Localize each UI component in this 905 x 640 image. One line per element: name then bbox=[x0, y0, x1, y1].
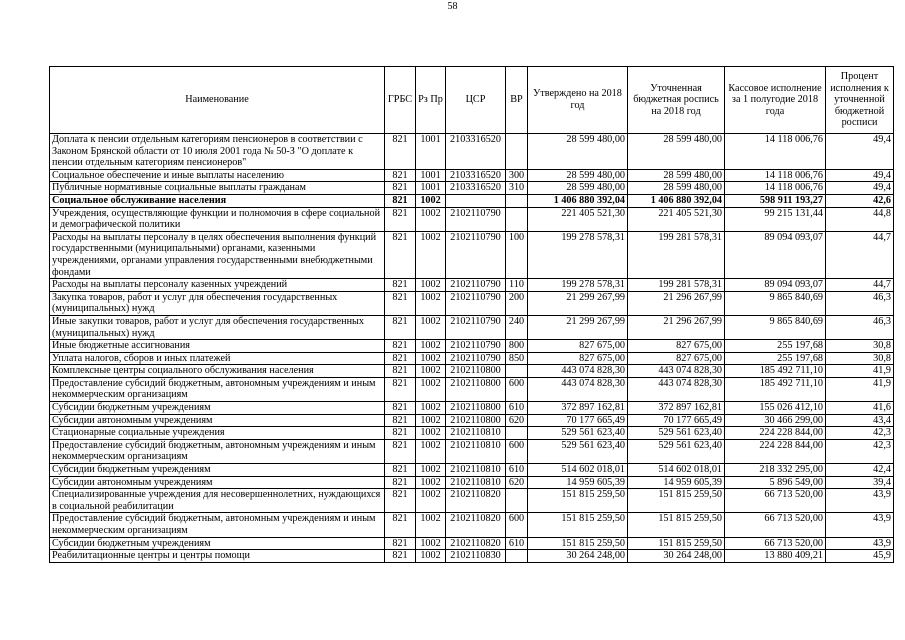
cell-csr: 2102110820 bbox=[446, 537, 506, 550]
cell-revised: 529 561 623,40 bbox=[628, 427, 725, 440]
cell-percent: 41,6 bbox=[826, 402, 894, 415]
cell-vr: 310 bbox=[506, 182, 528, 195]
cell-grbs: 821 bbox=[385, 207, 416, 231]
cell-vr: 610 bbox=[506, 402, 528, 415]
cell-rzpr: 1002 bbox=[416, 231, 446, 278]
cell-vr: 300 bbox=[506, 169, 528, 182]
header-cash: Кассовое исполнение за 1 полугодие 2018 года bbox=[725, 67, 826, 134]
table-row bbox=[50, 464, 894, 477]
cell-vr: 110 bbox=[506, 279, 528, 292]
cell-revised: 151 815 259,50 bbox=[628, 489, 725, 513]
cell-csr: 2102110810 bbox=[446, 427, 506, 440]
cell-grbs: 821 bbox=[385, 182, 416, 195]
cell-csr: 2102110790 bbox=[446, 315, 506, 339]
cell-grbs: 821 bbox=[385, 231, 416, 278]
table-header-row bbox=[50, 67, 894, 134]
cell-percent: 42,6 bbox=[826, 194, 894, 207]
cell-name: Расходы на выплаты персоналу казенных учреждений bbox=[50, 279, 385, 292]
cell-approved: 70 177 665,49 bbox=[528, 414, 628, 427]
table-row bbox=[50, 134, 894, 170]
cell-name: Реабилитационные центры и центры помощи bbox=[50, 550, 385, 563]
cell-percent: 43,9 bbox=[826, 489, 894, 513]
cell-approved: 529 561 623,40 bbox=[528, 439, 628, 463]
cell-cash: 255 197,68 bbox=[725, 340, 826, 353]
cell-grbs: 821 bbox=[385, 464, 416, 477]
cell-rzpr: 1002 bbox=[416, 414, 446, 427]
cell-csr bbox=[446, 194, 506, 207]
cell-grbs: 821 bbox=[385, 134, 416, 170]
cell-approved: 443 074 828,30 bbox=[528, 377, 628, 401]
cell-cash: 598 911 193,27 bbox=[725, 194, 826, 207]
cell-rzpr: 1002 bbox=[416, 537, 446, 550]
cell-csr: 2102110790 bbox=[446, 207, 506, 231]
cell-cash: 218 332 295,00 bbox=[725, 464, 826, 477]
cell-name: Публичные нормативные социальные выплаты гражданам bbox=[50, 182, 385, 195]
cell-percent: 49,4 bbox=[826, 182, 894, 195]
table-row bbox=[50, 427, 894, 440]
cell-approved: 14 959 605,39 bbox=[528, 476, 628, 489]
cell-revised: 199 281 578,31 bbox=[628, 231, 725, 278]
cell-rzpr: 1002 bbox=[416, 464, 446, 477]
cell-name: Субсидии бюджетным учреждениям bbox=[50, 537, 385, 550]
cell-rzpr: 1001 bbox=[416, 134, 446, 170]
cell-grbs: 821 bbox=[385, 476, 416, 489]
cell-cash: 14 118 006,76 bbox=[725, 169, 826, 182]
cell-vr: 600 bbox=[506, 377, 528, 401]
header-csr: ЦСР bbox=[446, 67, 506, 134]
cell-grbs: 821 bbox=[385, 377, 416, 401]
cell-grbs: 821 bbox=[385, 194, 416, 207]
cell-name: Учреждения, осуществляющие функции и полномочия в сфере социальной и демографической политики bbox=[50, 207, 385, 231]
cell-rzpr: 1002 bbox=[416, 476, 446, 489]
cell-vr: 620 bbox=[506, 476, 528, 489]
cell-cash: 185 492 711,10 bbox=[725, 365, 826, 378]
cell-vr: 800 bbox=[506, 340, 528, 353]
cell-percent: 46,3 bbox=[826, 315, 894, 339]
cell-revised: 28 599 480,00 bbox=[628, 169, 725, 182]
cell-grbs: 821 bbox=[385, 537, 416, 550]
cell-revised: 827 675,00 bbox=[628, 352, 725, 365]
cell-grbs: 821 bbox=[385, 169, 416, 182]
cell-approved: 21 299 267,99 bbox=[528, 315, 628, 339]
cell-cash: 185 492 711,10 bbox=[725, 377, 826, 401]
cell-revised: 30 264 248,00 bbox=[628, 550, 725, 563]
cell-revised: 151 815 259,50 bbox=[628, 537, 725, 550]
cell-approved: 827 675,00 bbox=[528, 352, 628, 365]
cell-percent: 41,9 bbox=[826, 365, 894, 378]
cell-vr bbox=[506, 427, 528, 440]
cell-name: Иные закупки товаров, работ и услуг для обеспечения государственных (муниципальных) нужд bbox=[50, 315, 385, 339]
cell-rzpr: 1002 bbox=[416, 365, 446, 378]
cell-vr bbox=[506, 194, 528, 207]
cell-revised: 151 815 259,50 bbox=[628, 513, 725, 537]
table-row bbox=[50, 550, 894, 563]
cell-cash: 9 865 840,69 bbox=[725, 291, 826, 315]
cell-percent: 44,7 bbox=[826, 279, 894, 292]
cell-cash: 9 865 840,69 bbox=[725, 315, 826, 339]
cell-cash: 5 896 549,00 bbox=[725, 476, 826, 489]
cell-csr: 2102110820 bbox=[446, 513, 506, 537]
cell-csr: 2102110800 bbox=[446, 402, 506, 415]
cell-rzpr: 1002 bbox=[416, 291, 446, 315]
table-body bbox=[50, 134, 894, 563]
cell-name: Социальное обслуживание населения bbox=[50, 194, 385, 207]
table-row bbox=[50, 352, 894, 365]
cell-name: Предоставление субсидий бюджетным, автономным учреждениям и иным некоммерческим организациям bbox=[50, 513, 385, 537]
cell-vr: 850 bbox=[506, 352, 528, 365]
cell-approved: 529 561 623,40 bbox=[528, 427, 628, 440]
cell-cash: 14 118 006,76 bbox=[725, 134, 826, 170]
cell-csr: 2102110800 bbox=[446, 365, 506, 378]
cell-grbs: 821 bbox=[385, 340, 416, 353]
table-row bbox=[50, 402, 894, 415]
cell-grbs: 821 bbox=[385, 427, 416, 440]
cell-vr: 600 bbox=[506, 513, 528, 537]
cell-csr: 2102110800 bbox=[446, 377, 506, 401]
cell-approved: 30 264 248,00 bbox=[528, 550, 628, 563]
cell-approved: 151 815 259,50 bbox=[528, 537, 628, 550]
cell-approved: 221 405 521,30 bbox=[528, 207, 628, 231]
cell-rzpr: 1002 bbox=[416, 489, 446, 513]
cell-grbs: 821 bbox=[385, 365, 416, 378]
table-row bbox=[50, 169, 894, 182]
cell-percent: 43,9 bbox=[826, 537, 894, 550]
table-row bbox=[50, 513, 894, 537]
cell-name: Предоставление субсидий бюджетным, автономным учреждениям и иным некоммерческим организациям bbox=[50, 439, 385, 463]
cell-approved: 827 675,00 bbox=[528, 340, 628, 353]
header-revised: Уточненная бюджетная роспись на 2018 год bbox=[628, 67, 725, 134]
cell-percent: 44,8 bbox=[826, 207, 894, 231]
cell-cash: 14 118 006,76 bbox=[725, 182, 826, 195]
cell-approved: 514 602 018,01 bbox=[528, 464, 628, 477]
cell-revised: 21 296 267,99 bbox=[628, 315, 725, 339]
cell-vr bbox=[506, 134, 528, 170]
cell-vr: 100 bbox=[506, 231, 528, 278]
cell-rzpr: 1002 bbox=[416, 279, 446, 292]
cell-cash: 224 228 844,00 bbox=[725, 427, 826, 440]
cell-grbs: 821 bbox=[385, 279, 416, 292]
cell-grbs: 821 bbox=[385, 489, 416, 513]
cell-percent: 44,7 bbox=[826, 231, 894, 278]
cell-name: Субсидии бюджетным учреждениям bbox=[50, 402, 385, 415]
cell-grbs: 821 bbox=[385, 315, 416, 339]
page-number: 58 bbox=[447, 1, 458, 12]
header-rzpr: Рз Пр bbox=[416, 67, 446, 134]
cell-csr: 2102110790 bbox=[446, 231, 506, 278]
table-row bbox=[50, 194, 894, 207]
cell-csr: 2102110790 bbox=[446, 352, 506, 365]
table-row bbox=[50, 182, 894, 195]
table-row bbox=[50, 315, 894, 339]
cell-revised: 221 405 521,30 bbox=[628, 207, 725, 231]
cell-percent: 43,4 bbox=[826, 414, 894, 427]
cell-vr: 610 bbox=[506, 537, 528, 550]
cell-revised: 372 897 162,81 bbox=[628, 402, 725, 415]
table-row bbox=[50, 231, 894, 278]
cell-revised: 514 602 018,01 bbox=[628, 464, 725, 477]
cell-cash: 224 228 844,00 bbox=[725, 439, 826, 463]
cell-grbs: 821 bbox=[385, 513, 416, 537]
cell-rzpr: 1002 bbox=[416, 352, 446, 365]
cell-grbs: 821 bbox=[385, 550, 416, 563]
cell-name: Субсидии бюджетным учреждениям bbox=[50, 464, 385, 477]
cell-cash: 13 880 409,21 bbox=[725, 550, 826, 563]
cell-cash: 255 197,68 bbox=[725, 352, 826, 365]
table-row bbox=[50, 377, 894, 401]
header-approved: Утверждено на 2018 год bbox=[528, 67, 628, 134]
cell-rzpr: 1002 bbox=[416, 377, 446, 401]
table-row bbox=[50, 340, 894, 353]
cell-revised: 70 177 665,49 bbox=[628, 414, 725, 427]
cell-vr bbox=[506, 489, 528, 513]
cell-revised: 14 959 605,39 bbox=[628, 476, 725, 489]
cell-vr bbox=[506, 365, 528, 378]
header-vr: ВР bbox=[506, 67, 528, 134]
cell-revised: 199 281 578,31 bbox=[628, 279, 725, 292]
cell-grbs: 821 bbox=[385, 414, 416, 427]
cell-revised: 1 406 880 392,04 bbox=[628, 194, 725, 207]
cell-approved: 151 815 259,50 bbox=[528, 489, 628, 513]
cell-grbs: 821 bbox=[385, 439, 416, 463]
cell-rzpr: 1001 bbox=[416, 169, 446, 182]
cell-csr: 2102110790 bbox=[446, 279, 506, 292]
cell-percent: 42,3 bbox=[826, 439, 894, 463]
cell-name: Предоставление субсидий бюджетным, автономным учреждениям и иным некоммерческим организациям bbox=[50, 377, 385, 401]
cell-name: Субсидии автономным учреждениям bbox=[50, 476, 385, 489]
cell-csr: 2103316520 bbox=[446, 182, 506, 195]
cell-cash: 89 094 093,07 bbox=[725, 279, 826, 292]
cell-rzpr: 1002 bbox=[416, 402, 446, 415]
cell-approved: 151 815 259,50 bbox=[528, 513, 628, 537]
table-row bbox=[50, 291, 894, 315]
header-name: Наименование bbox=[50, 67, 385, 134]
cell-name: Закупка товаров, работ и услуг для обеспечения государственных (муниципальных) нужд bbox=[50, 291, 385, 315]
cell-revised: 28 599 480,00 bbox=[628, 134, 725, 170]
table-row bbox=[50, 414, 894, 427]
cell-name: Доплата к пенсии отдельным категориям пенсионеров в соответствии с Законом Брянской области от 10 июля 2001 года № 50-З "О доплате к пенсии отдельным категориям пенсионеров" bbox=[50, 134, 385, 170]
cell-name: Иные бюджетные ассигнования bbox=[50, 340, 385, 353]
cell-revised: 529 561 623,40 bbox=[628, 439, 725, 463]
cell-approved: 372 897 162,81 bbox=[528, 402, 628, 415]
table-row bbox=[50, 207, 894, 231]
header-grbs: ГРБС bbox=[385, 67, 416, 134]
cell-cash: 89 094 093,07 bbox=[725, 231, 826, 278]
cell-csr: 2103316520 bbox=[446, 134, 506, 170]
cell-percent: 42,4 bbox=[826, 464, 894, 477]
cell-grbs: 821 bbox=[385, 291, 416, 315]
cell-percent: 42,3 bbox=[826, 427, 894, 440]
cell-rzpr: 1002 bbox=[416, 550, 446, 563]
cell-name: Субсидии автономным учреждениям bbox=[50, 414, 385, 427]
table-row bbox=[50, 279, 894, 292]
cell-percent: 46,3 bbox=[826, 291, 894, 315]
cell-name: Комплексные центры социального обслуживания населения bbox=[50, 365, 385, 378]
table-row bbox=[50, 365, 894, 378]
cell-approved: 28 599 480,00 bbox=[528, 182, 628, 195]
cell-grbs: 821 bbox=[385, 352, 416, 365]
cell-vr: 610 bbox=[506, 464, 528, 477]
cell-rzpr: 1002 bbox=[416, 194, 446, 207]
cell-revised: 443 074 828,30 bbox=[628, 377, 725, 401]
cell-cash: 66 713 520,00 bbox=[725, 513, 826, 537]
cell-rzpr: 1002 bbox=[416, 427, 446, 440]
cell-vr: 620 bbox=[506, 414, 528, 427]
cell-csr: 2102110830 bbox=[446, 550, 506, 563]
cell-csr: 2102110810 bbox=[446, 464, 506, 477]
cell-approved: 28 599 480,00 bbox=[528, 134, 628, 170]
cell-percent: 49,4 bbox=[826, 169, 894, 182]
table-row bbox=[50, 489, 894, 513]
cell-rzpr: 1002 bbox=[416, 207, 446, 231]
cell-percent: 30,8 bbox=[826, 340, 894, 353]
cell-name: Расходы на выплаты персоналу в целях обеспечения выполнения функций государственными (муниципальными) органами, казенными учреждениями, органами управления государственными внебюджетными фондами bbox=[50, 231, 385, 278]
cell-name: Уплата налогов, сборов и иных платежей bbox=[50, 352, 385, 365]
cell-cash: 66 713 520,00 bbox=[725, 537, 826, 550]
cell-percent: 30,8 bbox=[826, 352, 894, 365]
cell-cash: 66 713 520,00 bbox=[725, 489, 826, 513]
cell-cash: 155 026 412,10 bbox=[725, 402, 826, 415]
cell-name: Стационарные социальные учреждения bbox=[50, 427, 385, 440]
cell-percent: 41,9 bbox=[826, 377, 894, 401]
cell-vr: 240 bbox=[506, 315, 528, 339]
cell-grbs: 821 bbox=[385, 402, 416, 415]
cell-approved: 443 074 828,30 bbox=[528, 365, 628, 378]
budget-table bbox=[49, 66, 894, 563]
cell-revised: 28 599 480,00 bbox=[628, 182, 725, 195]
cell-approved: 199 278 578,31 bbox=[528, 279, 628, 292]
table-row bbox=[50, 537, 894, 550]
cell-csr: 2102110790 bbox=[446, 291, 506, 315]
cell-percent: 49,4 bbox=[826, 134, 894, 170]
cell-revised: 827 675,00 bbox=[628, 340, 725, 353]
cell-approved: 21 299 267,99 bbox=[528, 291, 628, 315]
cell-csr: 2102110810 bbox=[446, 476, 506, 489]
cell-revised: 21 296 267,99 bbox=[628, 291, 725, 315]
table-row bbox=[50, 476, 894, 489]
cell-percent: 39,4 bbox=[826, 476, 894, 489]
cell-approved: 28 599 480,00 bbox=[528, 169, 628, 182]
cell-rzpr: 1002 bbox=[416, 513, 446, 537]
cell-csr: 2102110800 bbox=[446, 414, 506, 427]
cell-cash: 99 215 131,44 bbox=[725, 207, 826, 231]
cell-csr: 2103316520 bbox=[446, 169, 506, 182]
cell-revised: 443 074 828,30 bbox=[628, 365, 725, 378]
cell-rzpr: 1002 bbox=[416, 340, 446, 353]
cell-rzpr: 1002 bbox=[416, 439, 446, 463]
cell-vr bbox=[506, 207, 528, 231]
cell-approved: 1 406 880 392,04 bbox=[528, 194, 628, 207]
cell-vr bbox=[506, 550, 528, 563]
header-percent: Процент исполнения к уточненной бюджетной росписи bbox=[826, 67, 894, 134]
cell-csr: 2102110810 bbox=[446, 439, 506, 463]
cell-vr: 600 bbox=[506, 439, 528, 463]
cell-cash: 30 466 299,00 bbox=[725, 414, 826, 427]
cell-csr: 2102110790 bbox=[446, 340, 506, 353]
cell-vr: 200 bbox=[506, 291, 528, 315]
cell-percent: 45,9 bbox=[826, 550, 894, 563]
table-row bbox=[50, 439, 894, 463]
cell-name: Специализированные учреждения для несовершеннолетних, нуждающихся в социальной реабилитации bbox=[50, 489, 385, 513]
cell-rzpr: 1002 bbox=[416, 315, 446, 339]
cell-approved: 199 278 578,31 bbox=[528, 231, 628, 278]
cell-csr: 2102110820 bbox=[446, 489, 506, 513]
cell-rzpr: 1001 bbox=[416, 182, 446, 195]
cell-percent: 43,9 bbox=[826, 513, 894, 537]
cell-name: Социальное обеспечение и иные выплаты населению bbox=[50, 169, 385, 182]
